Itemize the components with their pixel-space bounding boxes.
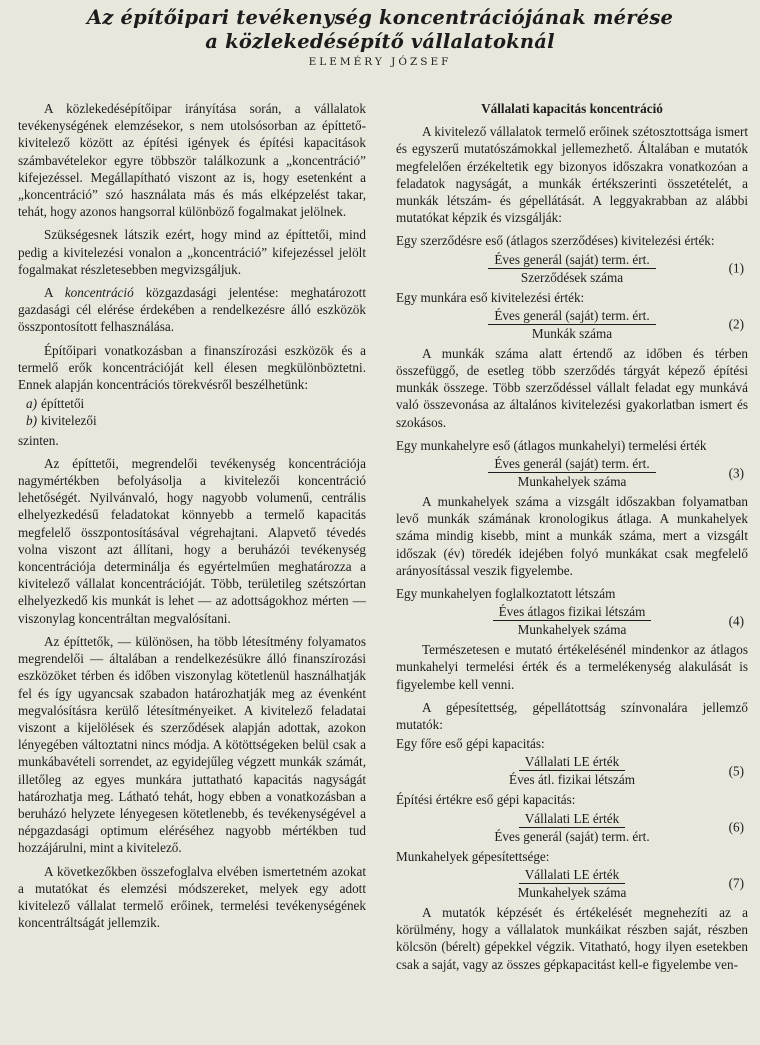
formula-5	[396, 753, 748, 788]
formula-label: Egy főre eső gépi kapacitás:	[396, 736, 545, 752]
formula-2	[396, 307, 748, 342]
paragraph-concentration-definition: A koncentráció közgazdasági jelentése: meghatározott gazdasági cél elérése érdekében a rendelkezésre álló eszközök összpontosított felhasználása.	[18, 285, 366, 335]
author-name: ELEMÉRY JÓZSEF	[308, 56, 452, 68]
formula-1	[396, 251, 748, 286]
paragraph: A közlekedésépítőipar irányítása során, a vállalatok tevékenységének elemzésekor, s nem utolsósorban az építtető-kivitelező között az építési igények és építési kapacitások számbavételekor egyre többször találkozunk a „koncentráció” kifejezéssel. Megállapítható viszont az is, hogy esetenként a „koncentráció” szó használata más és más elképzelést takar, tehát, hogy azonos hangsorral különböző fogalmakat jelölnek.	[18, 101, 366, 220]
formula-4	[396, 603, 748, 638]
formula-denominator: Munkahelyek száma	[517, 622, 627, 638]
formula-denominator: Szerződések száma	[520, 269, 624, 285]
formula-denominator: Éves generál (saját) term. ért.	[494, 828, 650, 844]
paragraph: A következőkben összefoglalva elvében ismertetném azokat a mutatókat és elemzési módszereket, melyek egy adott kivitelező vállalat termelő erőinek, termelési tevékenységének koncentráltságát jellemzik.	[18, 863, 366, 931]
formula-numerator: Vállalati LE érték	[519, 753, 625, 771]
formula-numerator: Vállalati LE érték	[519, 810, 625, 828]
equation-number: (2)	[728, 316, 744, 332]
formula-6	[396, 810, 748, 845]
equation-number: (4)	[728, 613, 744, 629]
article-title-line-1: Az építőipari tevékenység koncentrációjának mérése	[86, 6, 674, 29]
paragraph: A munkák száma alatt értendő az időben és térben összefüggő, de esetleg több szerződés tárgyát képező építési munkák összege. Több szerződéssel vállalt feladat egy munkává való összevonása az általános kivitelezési gyakorlatban ismert és szokásos.	[396, 345, 748, 430]
equation-number: (5)	[728, 763, 744, 779]
formula-denominator: Éves átl. fizikai létszám	[509, 772, 635, 788]
formula-label: Egy munkára eső kivitelezési érték:	[396, 289, 585, 305]
article-title	[0, 6, 760, 54]
paragraph: A mutatók képzését és értékelését megnehezíti az a körülmény, hogy a vállalatok munkáikat részben saját, részben kölcsön (bérelt) gépekkel végzik. Vitatható, hogy ilyen esetekben csak a saját, vagy az összes gépkapacitást kell-e figyelembe ven-	[396, 904, 748, 972]
formula-7	[396, 866, 748, 901]
list-marker: a)	[26, 396, 37, 412]
article-title-line-2: a közlekedésépítő vállalatoknál	[205, 30, 555, 53]
equation-number: (1)	[728, 260, 744, 276]
paragraph: A gépesítettség, gépellátottság színvonalára jellemző mutatók:	[396, 699, 748, 733]
formula-label: Egy szerződésre eső (átlagos szerződéses) kivitelezési érték:	[396, 233, 715, 249]
formula-denominator: Munkahelyek száma	[517, 884, 627, 900]
equation-number: (6)	[728, 819, 744, 835]
formula-denominator: Munkák száma	[531, 325, 613, 341]
formula-label: Munkahelyek gépesítettsége:	[396, 848, 550, 864]
list-marker: b)	[26, 413, 37, 429]
list-item: b) kivitelezői	[26, 413, 97, 429]
formula-numerator: Éves generál (saját) term. ért.	[488, 455, 655, 473]
paragraph: Építőipari vonatkozásban a finanszírozási eszközök és a termelő erők koncentrációját kell élesen megkülönböztetni. Ennek alapján koncentrációs törekvésről beszélhetünk:	[18, 342, 366, 393]
formula-numerator: Éves generál (saját) term. ért.	[488, 307, 655, 325]
formula-numerator: Vállalati LE érték	[519, 866, 625, 884]
list-trailing-text: szinten.	[18, 432, 59, 448]
paragraph: Az építtetői, megrendelői tevékenység koncentrációja nagymértékben befolyásolja a kivitelezői koncentráció lehetőségét. Nyilvánvaló, hogy nagyobb volumenű, centrális elhelyezkedésű feladatokat könnyebb a termelő kapacitás megfelelő összpontosításával végrehajtani. Alapvető tévedés volna viszont azt állítani, hogy a beruházói tevékenység koncentrációja determinálja és egyértelműen meghatározza a kivitelező vállalat koncentrációját. Több, területileg szétszórtan elhelyezkedő kis munkát is lehet — az adottságokhoz mérten — viszonylag koncentráltan megvalósítani.	[18, 455, 366, 626]
formula-denominator: Munkahelyek száma	[517, 474, 627, 490]
formula-3	[396, 455, 748, 490]
formula-label: Építési értékre eső gépi kapacitás:	[396, 792, 576, 808]
list-item: a) építtetői	[26, 396, 85, 412]
paragraph: A kivitelező vállalatok termelő erőinek szétosztottsága ismert és egyszerű mutatószámokkal jellemezhető. Általában e mutatók megfelelően érzékeltetik egy bizonyos időszakra vonatkozóan a feladatok nagyságát, a munkák értékszerinti összetételét, a munkák létszám- és gépellátását. A leggyakrabban az alábbi mutatókat képzik és vizsgálják:	[396, 124, 748, 226]
emphasis-term: koncentráció	[64, 285, 134, 301]
paragraph: Az építtetők, — különösen, ha több létesítmény folyamatos megrendelői — általában a rendelkezésükre álló finanszírozási eszközöket térben és időben viszonylag kötetlenül használhatják fel és így ugyancsak szabadon határozhatják meg az évenként megvalósításra kerülő létesítményeiket. A kivitelező feladatai viszont a kijelölések és szerződések alapján adottak, azokon lényegében változtatni nincs módja. A kötöttségeken belül csak a munkábavételi sorrendet, az egyidejűleg végzett munkák számát, illetőleg az egyes munkára juttatható kapacitás nagyságát határozhatja meg. Látható tehát, hogy ebben a vonatkozásban a beruházó helyzete lényegesen kötetlenebb, és tevékenységével a népgazdasági optimum eléréséhez nagyobb mértékben tud hozzájárulni, mint a kivitelező.	[18, 633, 366, 856]
equation-number: (7)	[728, 875, 744, 891]
formula-label: Egy munkahelyen foglalkoztatott létszám	[396, 586, 616, 602]
left-column	[18, 100, 366, 937]
section-title: Vállalati kapacitás koncentráció	[481, 101, 663, 116]
paragraph: A munkahelyek száma a vizsgált időszakban folyamatban levő munkák számának kronologikus átlaga. A munkahelyek száma mindig kisebb, mint a munkák száma, mert a vizsgált időszak (év) töredék idejében folyó munkákat csak megfelelő arányosítással veszik figyelembe.	[396, 494, 748, 578]
formula-numerator: Éves generál (saját) term. ért.	[488, 251, 655, 269]
formula-numerator: Éves átlagos fizikai létszám	[493, 603, 652, 621]
paragraph: Természetesen e mutató értékelésénél mindenkor az átlagos munkahelyi termelési érték és a termelékenység alakulását is figyelembe kell venni.	[396, 642, 748, 692]
paragraph: Szükségesnek látszik ezért, hogy mind az építtetői, mind pedig a kivitelezési vonalon a „koncentráció” kifejezéssel jelölt fogalmakat részletesebben megvizsgáljuk.	[18, 227, 366, 277]
formula-label: Egy munkahelyre eső (átlagos munkahelyi) termelési érték	[396, 437, 707, 453]
right-column	[396, 100, 748, 979]
equation-number: (3)	[728, 464, 744, 480]
